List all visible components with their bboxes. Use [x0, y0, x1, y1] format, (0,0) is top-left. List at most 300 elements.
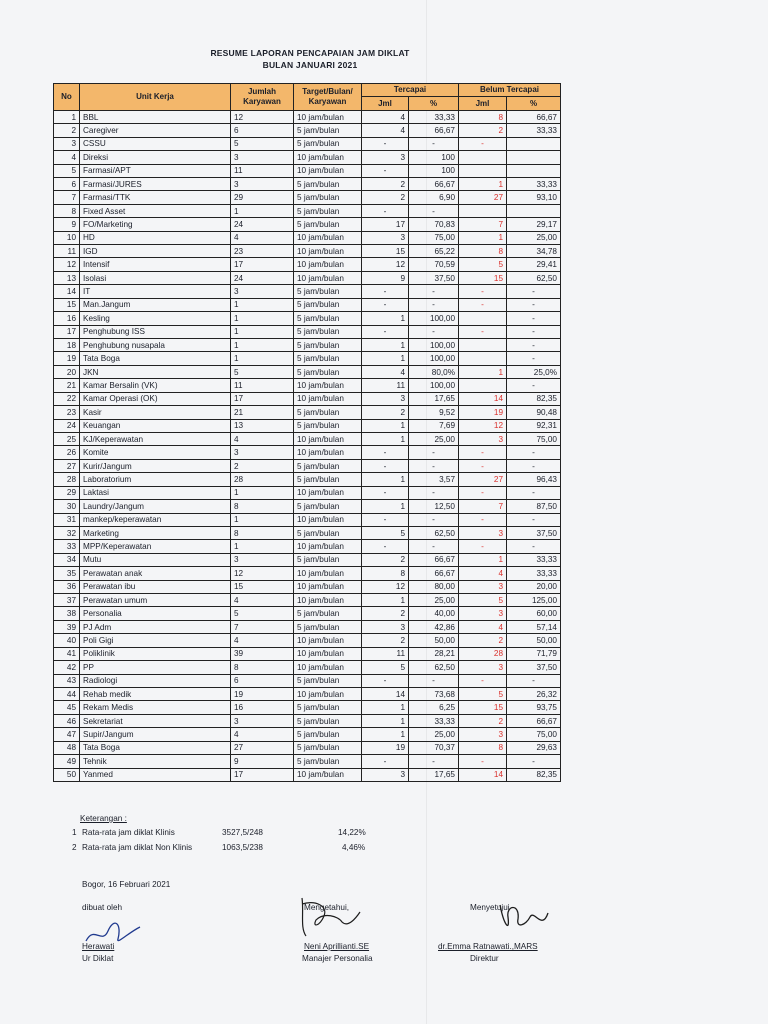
cell-jumlah: 4	[231, 634, 294, 647]
cell-unit: Tata Boga	[80, 741, 231, 754]
cell-belum-pct: 66,67	[507, 110, 561, 123]
table-row	[54, 513, 561, 526]
cell-belum-pct: -	[507, 540, 561, 553]
cell-tercapai-pct: 6,25	[409, 701, 459, 714]
cell-target: 10 jam/bulan	[294, 768, 362, 781]
cell-jumlah: 17	[231, 258, 294, 271]
cell-tercapai-jml: -	[362, 285, 409, 298]
cell-tercapai-jml: 4	[362, 110, 409, 123]
header-belum-jml: Jml	[459, 97, 507, 110]
cell-tercapai-jml: 1	[362, 432, 409, 445]
cell-unit: Poliklinik	[80, 647, 231, 660]
cell-no: 50	[54, 768, 80, 781]
cell-jumlah: 8	[231, 661, 294, 674]
cell-belum-pct	[507, 204, 561, 217]
cell-belum-pct: 26,32	[507, 687, 561, 700]
header-jumlah: Jumlah Karyawan	[231, 84, 294, 111]
cell-no: 32	[54, 526, 80, 539]
cell-belum-jml: 1	[459, 553, 507, 566]
cell-tercapai-pct: 40,00	[409, 607, 459, 620]
table-row	[54, 661, 561, 674]
cell-target: 10 jam/bulan	[294, 110, 362, 123]
table-row	[54, 191, 561, 204]
cell-belum-pct: 90,48	[507, 406, 561, 419]
cell-jumlah: 13	[231, 419, 294, 432]
cell-tercapai-jml: 19	[362, 741, 409, 754]
cell-unit: Keuangan	[80, 419, 231, 432]
cell-target: 10 jam/bulan	[294, 540, 362, 553]
cell-target: 5 jam/bulan	[294, 177, 362, 190]
cell-tercapai-jml: 1	[362, 728, 409, 741]
table-row	[54, 312, 561, 325]
cell-belum-pct: -	[507, 352, 561, 365]
cell-belum-pct: 33,33	[507, 553, 561, 566]
cell-tercapai-pct: 66,67	[409, 553, 459, 566]
table-row	[54, 473, 561, 486]
cell-tercapai-pct: 17,65	[409, 768, 459, 781]
cell-jumlah: 24	[231, 271, 294, 284]
table-row	[54, 177, 561, 190]
cell-belum-jml: 19	[459, 406, 507, 419]
cell-unit: Marketing	[80, 526, 231, 539]
cell-belum-jml: 2	[459, 124, 507, 137]
cell-belum-pct	[507, 137, 561, 150]
cell-jumlah: 1	[231, 298, 294, 311]
cell-no: 23	[54, 406, 80, 419]
cell-no: 19	[54, 352, 80, 365]
table-row	[54, 714, 561, 727]
cell-tercapai-jml: 11	[362, 647, 409, 660]
cell-belum-jml: 5	[459, 594, 507, 607]
cell-jumlah: 8	[231, 500, 294, 513]
cell-no: 33	[54, 540, 80, 553]
cell-jumlah: 3	[231, 285, 294, 298]
cell-target: 5 jam/bulan	[294, 728, 362, 741]
cell-jumlah: 1	[231, 513, 294, 526]
keterangan-calc-1: 3527,5/248	[222, 828, 263, 837]
cell-unit: Radiologi	[80, 674, 231, 687]
approved-name: dr.Emma Ratnawati.,MARS	[438, 942, 538, 951]
cell-tercapai-jml: 2	[362, 177, 409, 190]
cell-unit: mankep/keperawatan	[80, 513, 231, 526]
cell-belum-pct	[507, 164, 561, 177]
cell-jumlah: 15	[231, 580, 294, 593]
keterangan-no-2: 2	[72, 843, 77, 852]
report-table	[53, 83, 561, 782]
cell-target: 5 jam/bulan	[294, 204, 362, 217]
cell-no: 37	[54, 594, 80, 607]
made-by-name: Herawati	[82, 942, 115, 951]
cell-target: 10 jam/bulan	[294, 513, 362, 526]
cell-tercapai-pct: 100	[409, 151, 459, 164]
cell-tercapai-jml: -	[362, 755, 409, 768]
cell-no: 38	[54, 607, 80, 620]
cell-unit: Laundry/Jangum	[80, 500, 231, 513]
cell-belum-jml: 8	[459, 110, 507, 123]
cell-belum-pct	[507, 151, 561, 164]
cell-no: 24	[54, 419, 80, 432]
cell-belum-jml	[459, 352, 507, 365]
cell-tercapai-pct: 25,00	[409, 594, 459, 607]
cell-unit: Laktasi	[80, 486, 231, 499]
cell-belum-pct: 93,75	[507, 701, 561, 714]
cell-belum-jml: 4	[459, 620, 507, 633]
cell-target: 10 jam/bulan	[294, 634, 362, 647]
cell-jumlah: 17	[231, 768, 294, 781]
cell-tercapai-jml: 4	[362, 124, 409, 137]
cell-no: 43	[54, 674, 80, 687]
header-unit: Unit Kerja	[80, 84, 231, 111]
cell-belum-pct: 57,14	[507, 620, 561, 633]
cell-tercapai-pct: -	[409, 446, 459, 459]
cell-no: 16	[54, 312, 80, 325]
cell-no: 7	[54, 191, 80, 204]
cell-unit: JKN	[80, 365, 231, 378]
cell-belum-jml: 2	[459, 714, 507, 727]
cell-belum-jml: -	[459, 446, 507, 459]
cell-target: 5 jam/bulan	[294, 352, 362, 365]
cell-belum-jml: -	[459, 486, 507, 499]
cell-jumlah: 21	[231, 406, 294, 419]
cell-unit: Yanmed	[80, 768, 231, 781]
cell-no: 44	[54, 687, 80, 700]
cell-belum-jml	[459, 151, 507, 164]
cell-belum-pct: -	[507, 325, 561, 338]
header-belum-pct: %	[507, 97, 561, 110]
cell-tercapai-jml: 9	[362, 271, 409, 284]
table-row	[54, 526, 561, 539]
cell-tercapai-jml: 1	[362, 352, 409, 365]
cell-belum-pct: 25,00	[507, 231, 561, 244]
cell-tercapai-jml: 5	[362, 526, 409, 539]
keterangan-calc-2: 1063,5/238	[222, 843, 263, 852]
cell-belum-jml: -	[459, 540, 507, 553]
cell-tercapai-jml: 2	[362, 553, 409, 566]
cell-unit: Kamar Operasi (OK)	[80, 392, 231, 405]
cell-belum-pct: 92,31	[507, 419, 561, 432]
cell-target: 10 jam/bulan	[294, 231, 362, 244]
cell-belum-jml: -	[459, 674, 507, 687]
cell-no: 4	[54, 151, 80, 164]
table-row	[54, 567, 561, 580]
cell-jumlah: 3	[231, 553, 294, 566]
table-row	[54, 540, 561, 553]
table-row	[54, 594, 561, 607]
cell-tercapai-pct: 33,33	[409, 110, 459, 123]
cell-target: 5 jam/bulan	[294, 500, 362, 513]
table-row	[54, 151, 561, 164]
cell-tercapai-jml: -	[362, 298, 409, 311]
cell-tercapai-pct: 100,00	[409, 352, 459, 365]
table-row	[54, 607, 561, 620]
cell-belum-jml: 1	[459, 177, 507, 190]
cell-unit: Perawatan anak	[80, 567, 231, 580]
cell-no: 31	[54, 513, 80, 526]
cell-target: 5 jam/bulan	[294, 755, 362, 768]
cell-target: 5 jam/bulan	[294, 124, 362, 137]
table-row	[54, 285, 561, 298]
cell-tercapai-pct: -	[409, 755, 459, 768]
cell-target: 5 jam/bulan	[294, 312, 362, 325]
cell-unit: Farmasi/JURES	[80, 177, 231, 190]
cell-unit: Sekretariat	[80, 714, 231, 727]
cell-unit: Tehnik	[80, 755, 231, 768]
cell-target: 5 jam/bulan	[294, 526, 362, 539]
cell-jumlah: 4	[231, 594, 294, 607]
cell-belum-jml: 7	[459, 500, 507, 513]
cell-jumlah: 4	[231, 231, 294, 244]
cell-belum-pct: 62,50	[507, 271, 561, 284]
cell-tercapai-pct: -	[409, 298, 459, 311]
table-row	[54, 392, 561, 405]
cell-belum-jml: 28	[459, 647, 507, 660]
cell-tercapai-jml: -	[362, 164, 409, 177]
cell-unit: Mutu	[80, 553, 231, 566]
cell-tercapai-pct: 75,00	[409, 231, 459, 244]
cell-jumlah: 1	[231, 339, 294, 352]
cell-no: 8	[54, 204, 80, 217]
cell-jumlah: 9	[231, 755, 294, 768]
cell-unit: CSSU	[80, 137, 231, 150]
cell-tercapai-pct: -	[409, 459, 459, 472]
cell-no: 49	[54, 755, 80, 768]
cell-no: 20	[54, 365, 80, 378]
cell-unit: Supir/Jangum	[80, 728, 231, 741]
table-row	[54, 325, 561, 338]
table-row	[54, 768, 561, 781]
cell-target: 10 jam/bulan	[294, 567, 362, 580]
cell-target: 5 jam/bulan	[294, 365, 362, 378]
cell-tercapai-pct: 100,00	[409, 379, 459, 392]
cell-belum-pct: -	[507, 674, 561, 687]
cell-no: 46	[54, 714, 80, 727]
cell-target: 10 jam/bulan	[294, 392, 362, 405]
cell-jumlah: 3	[231, 714, 294, 727]
cell-tercapai-pct: 65,22	[409, 245, 459, 258]
table-row	[54, 755, 561, 768]
cell-target: 5 jam/bulan	[294, 339, 362, 352]
cell-belum-jml: 15	[459, 271, 507, 284]
made-by-title: Ur Diklat	[82, 954, 114, 963]
cell-jumlah: 1	[231, 540, 294, 553]
cell-no: 47	[54, 728, 80, 741]
cell-jumlah: 1	[231, 312, 294, 325]
cell-tercapai-jml: 3	[362, 231, 409, 244]
cell-unit: HD	[80, 231, 231, 244]
cell-unit: MPP/Keperawatan	[80, 540, 231, 553]
cell-jumlah: 5	[231, 137, 294, 150]
cell-tercapai-pct: -	[409, 204, 459, 217]
cell-target: 5 jam/bulan	[294, 137, 362, 150]
cell-belum-jml: 8	[459, 741, 507, 754]
cell-no: 45	[54, 701, 80, 714]
cell-belum-pct: 82,35	[507, 392, 561, 405]
table-row	[54, 164, 561, 177]
header-belum: Belum Tercapai	[459, 84, 561, 97]
table-row	[54, 687, 561, 700]
cell-no: 22	[54, 392, 80, 405]
cell-tercapai-pct: 3,57	[409, 473, 459, 486]
cell-tercapai-jml: 2	[362, 607, 409, 620]
table-row	[54, 245, 561, 258]
cell-belum-jml	[459, 164, 507, 177]
cell-target: 5 jam/bulan	[294, 325, 362, 338]
cell-unit: Rekam Medis	[80, 701, 231, 714]
cell-jumlah: 2	[231, 459, 294, 472]
cell-tercapai-pct: 73,68	[409, 687, 459, 700]
cell-belum-jml: 3	[459, 607, 507, 620]
cell-jumlah: 6	[231, 674, 294, 687]
cell-unit: Laboratorium	[80, 473, 231, 486]
cell-unit: Perawatan ibu	[80, 580, 231, 593]
cell-unit: Isolasi	[80, 271, 231, 284]
cell-jumlah: 27	[231, 741, 294, 754]
cell-tercapai-pct: 100,00	[409, 339, 459, 352]
signature-herawati	[82, 915, 144, 951]
cell-tercapai-pct: 70,37	[409, 741, 459, 754]
cell-tercapai-jml: 14	[362, 687, 409, 700]
table-row	[54, 204, 561, 217]
cell-no: 5	[54, 164, 80, 177]
cell-belum-jml: -	[459, 137, 507, 150]
cell-belum-pct: -	[507, 446, 561, 459]
cell-unit: Farmasi/APT	[80, 164, 231, 177]
cell-belum-jml: -	[459, 325, 507, 338]
cell-target: 5 jam/bulan	[294, 419, 362, 432]
cell-tercapai-jml: 12	[362, 580, 409, 593]
signature-neni	[294, 892, 366, 944]
table-row	[54, 124, 561, 137]
cell-tercapai-pct: 25,00	[409, 728, 459, 741]
cell-jumlah: 24	[231, 218, 294, 231]
cell-jumlah: 3	[231, 446, 294, 459]
cell-tercapai-pct: 70,59	[409, 258, 459, 271]
cell-tercapai-pct: 80,00	[409, 580, 459, 593]
cell-unit: Kamar Bersalin (VK)	[80, 379, 231, 392]
cell-target: 10 jam/bulan	[294, 379, 362, 392]
header-no: No	[54, 84, 80, 111]
cell-tercapai-jml: 1	[362, 714, 409, 727]
table-row	[54, 339, 561, 352]
cell-tercapai-jml: 3	[362, 392, 409, 405]
cell-unit: Farmasi/TTK	[80, 191, 231, 204]
table-row	[54, 741, 561, 754]
cell-jumlah: 7	[231, 620, 294, 633]
cell-unit: Rehab medik	[80, 687, 231, 700]
cell-no: 41	[54, 647, 80, 660]
cell-no: 39	[54, 620, 80, 633]
cell-tercapai-jml: -	[362, 325, 409, 338]
made-by-label: dibuat oleh	[82, 903, 123, 912]
cell-belum-pct: 33,33	[507, 177, 561, 190]
cell-tercapai-pct: 62,50	[409, 526, 459, 539]
cell-no: 18	[54, 339, 80, 352]
cell-target: 5 jam/bulan	[294, 741, 362, 754]
cell-no: 42	[54, 661, 80, 674]
report-subtitle: BULAN JANUARI 2021	[262, 60, 358, 70]
table-row	[54, 674, 561, 687]
known-name: Neni Aprillianti.SE	[304, 942, 370, 951]
cell-belum-pct: -	[507, 285, 561, 298]
cell-jumlah: 12	[231, 567, 294, 580]
cell-tercapai-pct: 62,50	[409, 661, 459, 674]
cell-unit: Tata Boga	[80, 352, 231, 365]
table-row	[54, 701, 561, 714]
cell-target: 5 jam/bulan	[294, 674, 362, 687]
header-tercapai-jml: Jml	[362, 97, 409, 110]
cell-tercapai-pct: 100,00	[409, 312, 459, 325]
cell-belum-pct: 87,50	[507, 500, 561, 513]
cell-tercapai-jml: 3	[362, 768, 409, 781]
cell-tercapai-pct: 9,52	[409, 406, 459, 419]
cell-jumlah: 6	[231, 124, 294, 137]
cell-tercapai-jml: 2	[362, 191, 409, 204]
cell-belum-jml: 4	[459, 567, 507, 580]
table-row	[54, 352, 561, 365]
cell-belum-pct: 20,00	[507, 580, 561, 593]
keterangan-pct-1: 14,22%	[338, 828, 366, 837]
cell-tercapai-pct: 100	[409, 164, 459, 177]
header-tercapai: Tercapai	[362, 84, 459, 97]
cell-target: 10 jam/bulan	[294, 661, 362, 674]
cell-jumlah: 1	[231, 352, 294, 365]
cell-no: 35	[54, 567, 80, 580]
cell-belum-jml: -	[459, 459, 507, 472]
cell-belum-pct: 75,00	[507, 432, 561, 445]
cell-belum-pct: 29,63	[507, 741, 561, 754]
cell-unit: Intensif	[80, 258, 231, 271]
table-row	[54, 137, 561, 150]
cell-belum-jml: -	[459, 755, 507, 768]
cell-unit: Direksi	[80, 151, 231, 164]
cell-no: 14	[54, 285, 80, 298]
cell-jumlah: 4	[231, 432, 294, 445]
cell-tercapai-jml: 1	[362, 473, 409, 486]
cell-jumlah: 17	[231, 392, 294, 405]
report-title: RESUME LAPORAN PENCAPAIAN JAM DIKLAT	[210, 48, 410, 58]
cell-tercapai-jml: 2	[362, 634, 409, 647]
cell-jumlah: 1	[231, 325, 294, 338]
cell-tercapai-jml: 1	[362, 419, 409, 432]
cell-no: 9	[54, 218, 80, 231]
cell-target: 5 jam/bulan	[294, 701, 362, 714]
cell-tercapai-jml: 11	[362, 379, 409, 392]
cell-belum-jml: -	[459, 285, 507, 298]
cell-jumlah: 3	[231, 151, 294, 164]
cell-unit: IGD	[80, 245, 231, 258]
cell-target: 5 jam/bulan	[294, 620, 362, 633]
cell-tercapai-jml: -	[362, 540, 409, 553]
cell-target: 5 jam/bulan	[294, 553, 362, 566]
table-row	[54, 110, 561, 123]
cell-belum-jml	[459, 312, 507, 325]
cell-unit: Komite	[80, 446, 231, 459]
cell-unit: Fixed Asset	[80, 204, 231, 217]
cell-tercapai-pct: 37,50	[409, 271, 459, 284]
keterangan-pct-2: 4,46%	[342, 843, 366, 852]
cell-unit: KJ/Keperawatan	[80, 432, 231, 445]
cell-jumlah: 8	[231, 526, 294, 539]
cell-target: 10 jam/bulan	[294, 432, 362, 445]
cell-belum-pct: 50,00	[507, 634, 561, 647]
cell-unit: Caregiver	[80, 124, 231, 137]
table-row	[54, 406, 561, 419]
table-row	[54, 432, 561, 445]
cell-target: 5 jam/bulan	[294, 191, 362, 204]
cell-no: 1	[54, 110, 80, 123]
cell-belum-pct: 96,43	[507, 473, 561, 486]
known-title: Manajer Personalia	[302, 954, 373, 963]
